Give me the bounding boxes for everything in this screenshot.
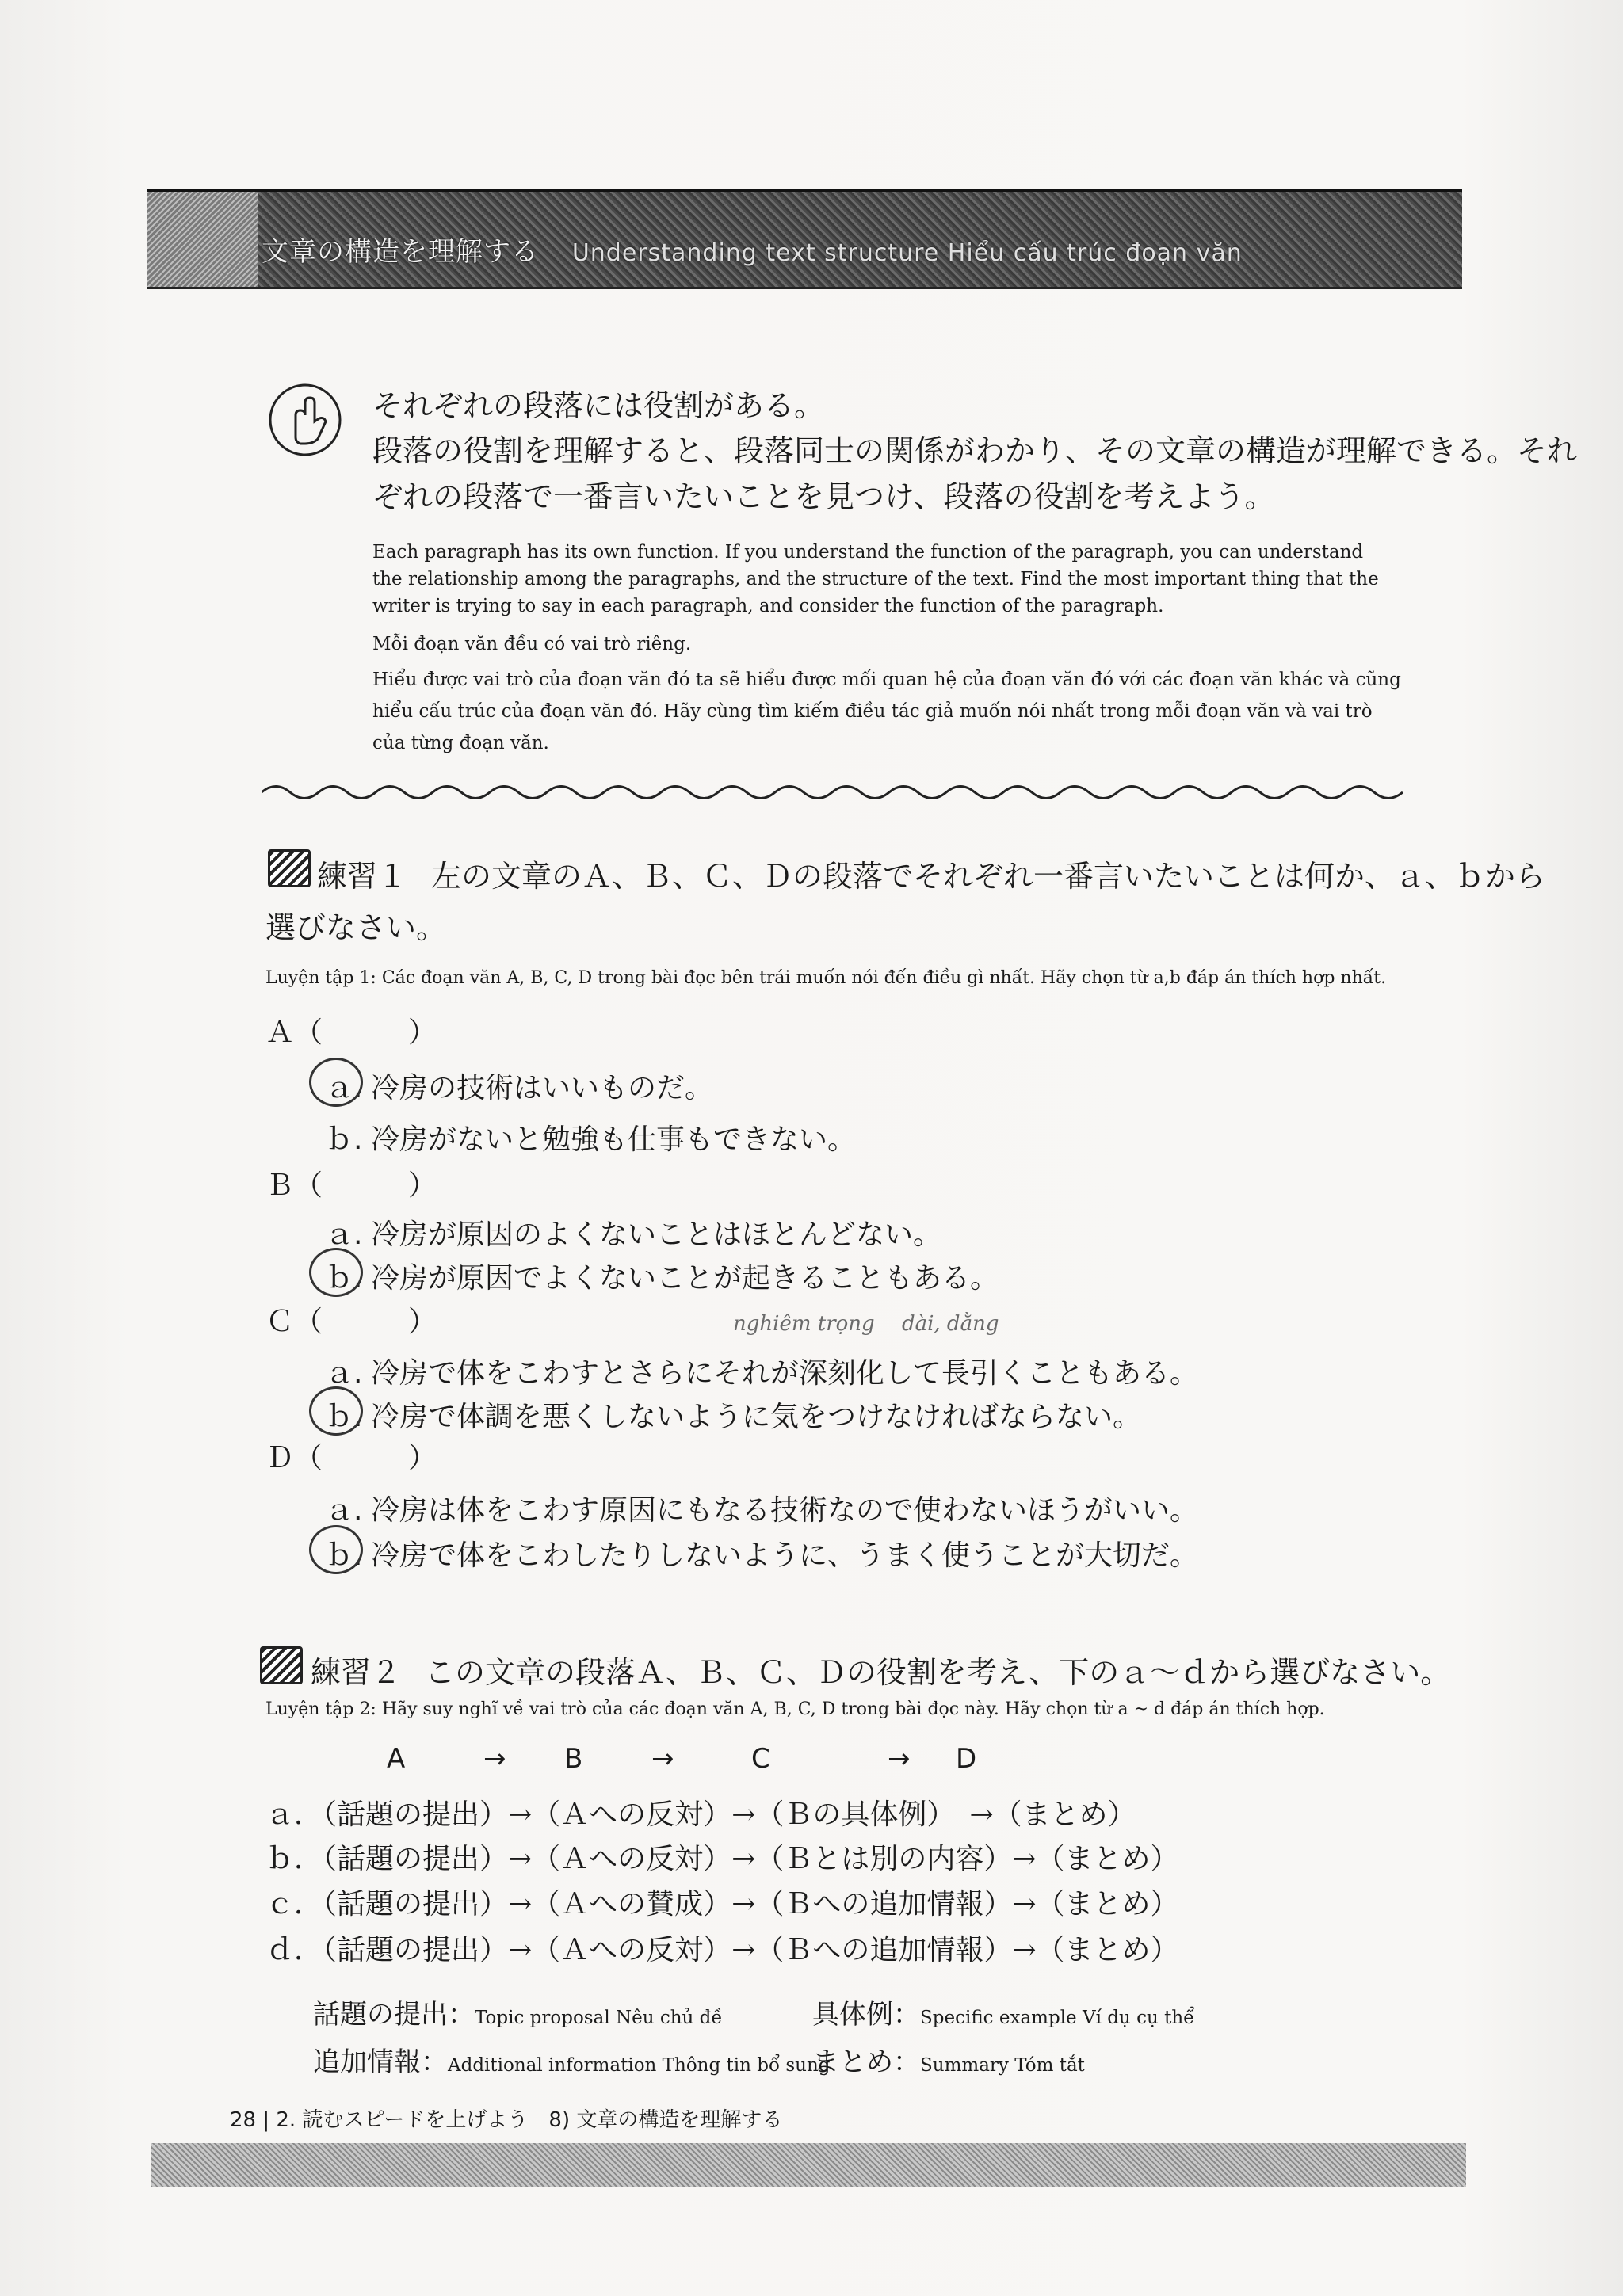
flow-option-b: ｂ．（話題の提出）→（Ａへの反対）→（Ｂとは別の内容）→（まとめ）: [265, 1843, 1179, 1875]
option-text: 冷房は体をこわす原因にもなる技術なので使わないほうがいい。: [371, 1494, 1199, 1527]
item-b-option-a: [325, 1212, 941, 1253]
footer: 28 | 2. 読むスピードを上げよう 8) 文章の構造を理解する: [230, 2108, 783, 2132]
hand-pointer-icon: [265, 380, 345, 460]
mark-b: ｂ.: [325, 1123, 363, 1156]
glossary-term: 追加情報：: [313, 2046, 448, 2078]
option-text: 冷房が原因のよくないことはほとんどない。: [371, 1219, 942, 1251]
page-number: 28: [230, 2108, 257, 2132]
mark-a: ａ.: [325, 1072, 363, 1104]
header-title-en-vi: Understanding text structure Hiểu cấu trúc đoạn văn: [571, 239, 1243, 267]
flow-option-a: ａ．（話題の提出）→（Ａへの反対）→（Ｂの具体例） →（まとめ）: [265, 1798, 1136, 1831]
item-c-option-b: [325, 1394, 1141, 1435]
exercise2-question: この文章の段落Ａ、Ｂ、Ｃ、Ｄの役割を考え、下のａ～ｄから選びなさい。: [425, 1655, 1451, 1690]
flow-arrow: →: [651, 1743, 674, 1775]
option-text: 冷房で体をこわしたりしないように、うまく使うことが大切だ。: [371, 1539, 1199, 1572]
mark-b: ｂ.: [325, 1401, 363, 1433]
header-title: [262, 230, 1243, 269]
flow-arrow: →: [888, 1743, 911, 1775]
item-a-option-b: [325, 1117, 856, 1158]
intro-jp-line2: 段落の役割を理解すると、段落同士の関係がわかり、その文章の構造が理解できる。それ: [372, 433, 1578, 468]
flow-header-b: B: [564, 1743, 583, 1775]
flow-option-d: ｄ．（話題の提出）→（Ａへの反対）→（Ｂへの追加情報）→（まとめ）: [265, 1934, 1179, 1966]
item-d-option-a: [325, 1488, 1198, 1528]
answer-circle: [309, 1248, 363, 1297]
glossary-gloss: Topic proposal Nêu chủ đề: [475, 2008, 723, 2028]
glossary-term: 話題の提出：: [313, 1999, 475, 2031]
exercise2-title: [311, 1648, 1450, 1691]
option-text: 冷房の技術はいいものだ。: [371, 1072, 714, 1104]
item-c-option-a: [325, 1351, 1198, 1391]
item-a-label: Ａ（ ）: [265, 1016, 437, 1049]
option-text: 冷房で体をこわすとさらにそれが深刻化して長引くこともある。: [371, 1357, 1199, 1390]
exercise1-question-line1: 左の文章のＡ、Ｂ、Ｃ、Ｄの段落でそれぞれ一番言いたいことは何か、ａ、ｂから: [431, 859, 1546, 894]
item-b-option-b: [325, 1256, 999, 1296]
intro-jp-line1: それぞれの段落には役割がある。: [372, 388, 825, 423]
footer-band: [151, 2143, 1466, 2187]
exercise1-question-line2: 選びなさい。: [265, 910, 447, 945]
exercise1-title: [317, 852, 1545, 895]
item-d-option-b: [325, 1533, 1198, 1573]
answer-circle: [309, 1058, 363, 1107]
intro-vietnamese-2: Hiểu được vai trò của đoạn văn đó ta sẽ hiểu được mối quan hệ của đoạn văn đó với các đoạn văn khác và cũng hiểu cấu trúc của đoạn văn đó. Hãy cùng tìm kiếm điều tác giả muốn nói nhất trong mỗi đoạn văn và vai trò của từng đoạn văn.: [372, 669, 1401, 753]
intro-english: Each paragraph has its own function. If you understand the function of the paragraph, you can understand the relationship among the paragraphs, and the structure of the text. Find the most important thing that the writer is trying to say in each paragraph, and consider the function of the paragraph.: [372, 542, 1379, 616]
exercise-icon: [268, 849, 311, 887]
option-text: 冷房で体調を悪くしないように気をつけなければならない。: [371, 1401, 1142, 1433]
glossary-gloss: Additional information Thông tin bổ sung: [448, 2055, 831, 2076]
exercise1-label: 練習１: [317, 859, 408, 894]
intro-jp-line3: ぞれの段落で一番言いたいことを見つけ、段落の役割を考えよう。: [372, 479, 1275, 514]
handwritten-note: nghiêm trọng dài, dằng: [733, 1312, 999, 1336]
flow-header-a: A: [387, 1743, 406, 1775]
exercise1-vietnamese: Luyện tập 1: Các đoạn văn A, B, C, D trong bài đọc bên trái muốn nói đến điều gì nhất. Hãy chọn từ a,b đáp án thích hợp nhất.: [265, 968, 1387, 988]
exercise-icon: [260, 1646, 303, 1684]
glossary-term: 具体例：: [812, 1999, 920, 2031]
intro-vietnamese-1: Mỗi đoạn văn đều có vai trò riêng.: [372, 634, 692, 654]
flow-arrow: →: [483, 1743, 506, 1775]
glossary-additional-information: [313, 2040, 831, 2079]
flow-header-d: D: [956, 1743, 977, 1775]
mark-a: ａ.: [325, 1494, 363, 1527]
exercise2-vietnamese: Luyện tập 2: Hãy suy nghĩ về vai trò của các đoạn văn A, B, C, D trong bài đọc này. Hãy chọn từ a ~ d đáp án thích hợp.: [265, 1699, 1325, 1719]
item-a-option-a: [325, 1066, 713, 1106]
wave-divider: [262, 780, 1403, 804]
glossary-topic-proposal: [313, 1993, 723, 2031]
mark-a: ａ.: [325, 1357, 363, 1390]
mark-b: ｂ.: [325, 1539, 363, 1572]
item-b-label: Ｂ（ ）: [265, 1169, 437, 1202]
glossary-specific-example: [812, 1993, 1194, 2031]
item-d-label: Ｄ（ ）: [265, 1442, 437, 1474]
option-text: 冷房がないと勉強も仕事もできない。: [371, 1123, 857, 1156]
glossary-summary: [812, 2040, 1085, 2079]
glossary-gloss: Summary Tóm tắt: [920, 2055, 1085, 2076]
header-title-jp: 文章の構造を理解する: [262, 236, 539, 268]
mark-b: ｂ.: [325, 1262, 363, 1295]
answer-circle: [309, 1386, 363, 1436]
option-text: 冷房が原因でよくないことが起きることもある。: [371, 1262, 999, 1295]
answer-circle: [309, 1525, 363, 1574]
glossary-term: まとめ：: [812, 2046, 920, 2078]
item-c-label: Ｃ（ ）: [265, 1306, 437, 1338]
exercise2-label: 練習２: [311, 1655, 402, 1690]
flow-header-c: C: [751, 1743, 770, 1775]
glossary-gloss: Specific example Ví dụ cụ thể: [920, 2008, 1195, 2028]
mark-a: ａ.: [325, 1219, 363, 1251]
footer-section: 2. 読むスピードを上げよう 8) 文章の構造を理解する: [276, 2108, 783, 2132]
flow-option-c: ｃ．（話題の提出）→（Ａへの賛成）→（Ｂへの追加情報）→（まとめ）: [265, 1888, 1179, 1920]
